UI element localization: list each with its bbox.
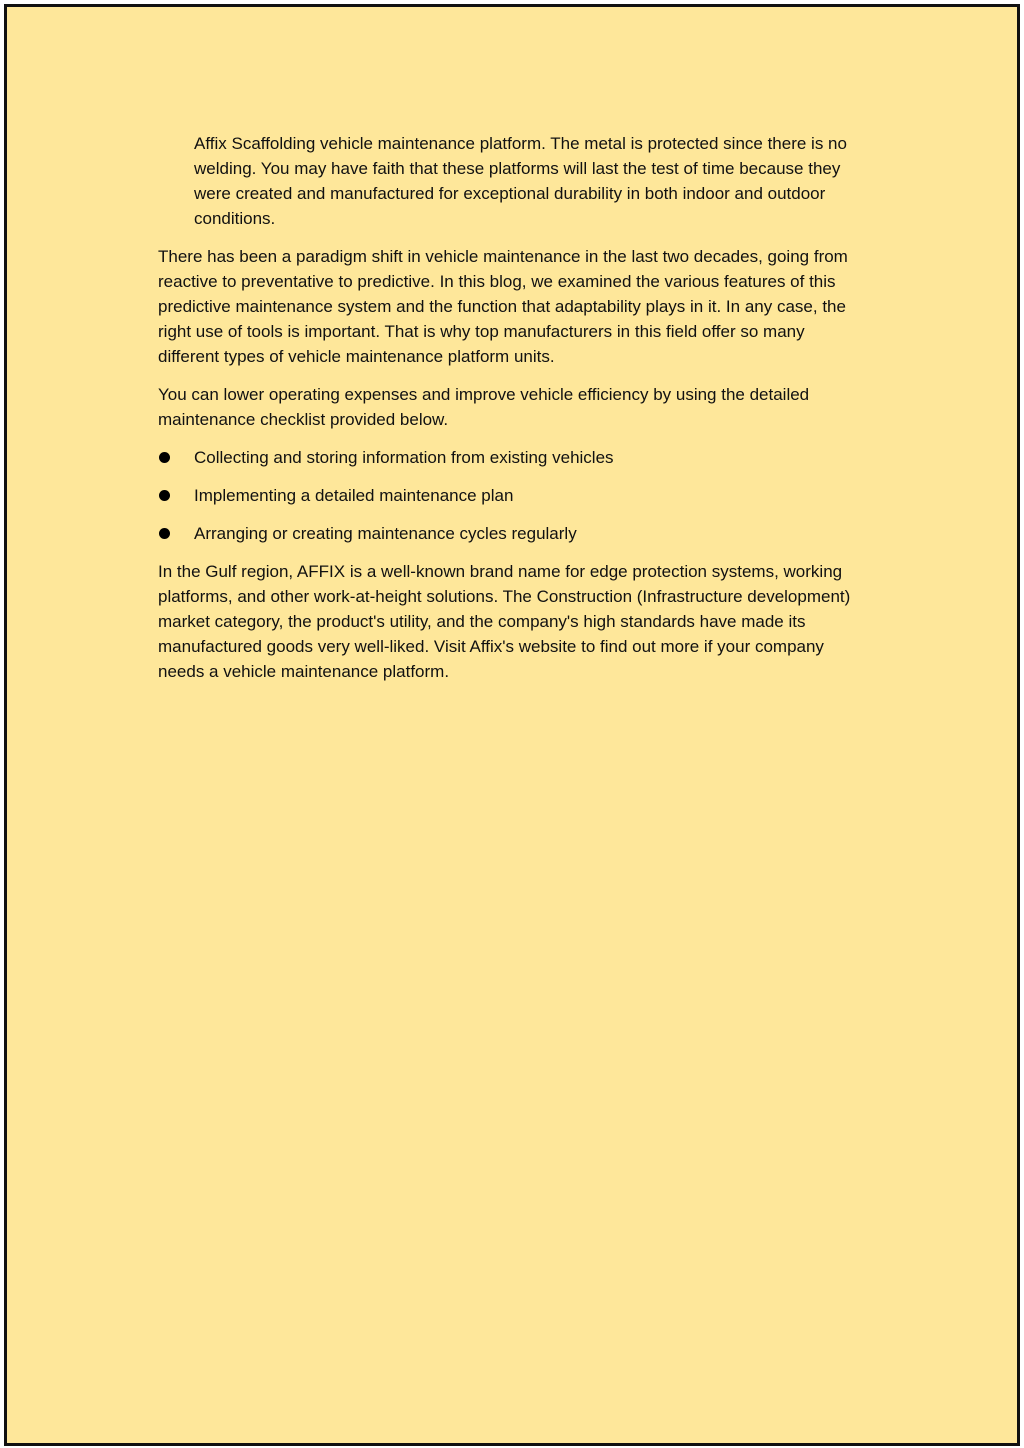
intro-paragraph: Affix Scaffolding vehicle maintenance platform. The metal is protected since there is no welding. You may have faith that these platforms will last the test of time because they were created and manufactured for exceptional durability in both indoor and outdoor conditions. [194,134,847,228]
checklist-item-text: Implementing a detailed maintenance plan [194,486,514,505]
maintenance-checklist [158,445,868,546]
checklist-item [158,521,868,546]
document-body [158,131,868,697]
checklist-item [158,445,868,470]
checklist-intro-paragraph: You can lower operating expenses and improve vehicle efficiency by using the detailed maintenance checklist provided below. [158,385,810,429]
document-page [4,4,1020,1446]
gulf-region-paragraph: In the Gulf region, AFFIX is a well-known brand name for edge protection systems, working platforms, and other work-at-height solutions. The Construction (Infrastructure development) market category, the product's utility, and the company's high standards have made its manufactured goods very well-liked. Visit Affix's website to find out more if your company needs a vehicle maintenance platform. [158,562,851,681]
checklist-item-text: Collecting and storing information from existing vehicles [194,448,614,467]
bullet-icon [159,490,170,501]
paradigm-shift-paragraph: There has been a paradigm shift in vehicle maintenance in the last two decades, going from reactive to preventative to predictive. In this blog, we examined the various features of this predictive maintenance system and the function that adaptability plays in it. In any case, the right use of tools is important. That is why top manufacturers in this field offer so many different types of vehicle maintenance platform units. [158,247,848,366]
checklist-item [158,483,868,508]
checklist-item-text: Arranging or creating maintenance cycles regularly [194,524,577,543]
bullet-icon [159,528,170,539]
bullet-icon [159,452,170,463]
